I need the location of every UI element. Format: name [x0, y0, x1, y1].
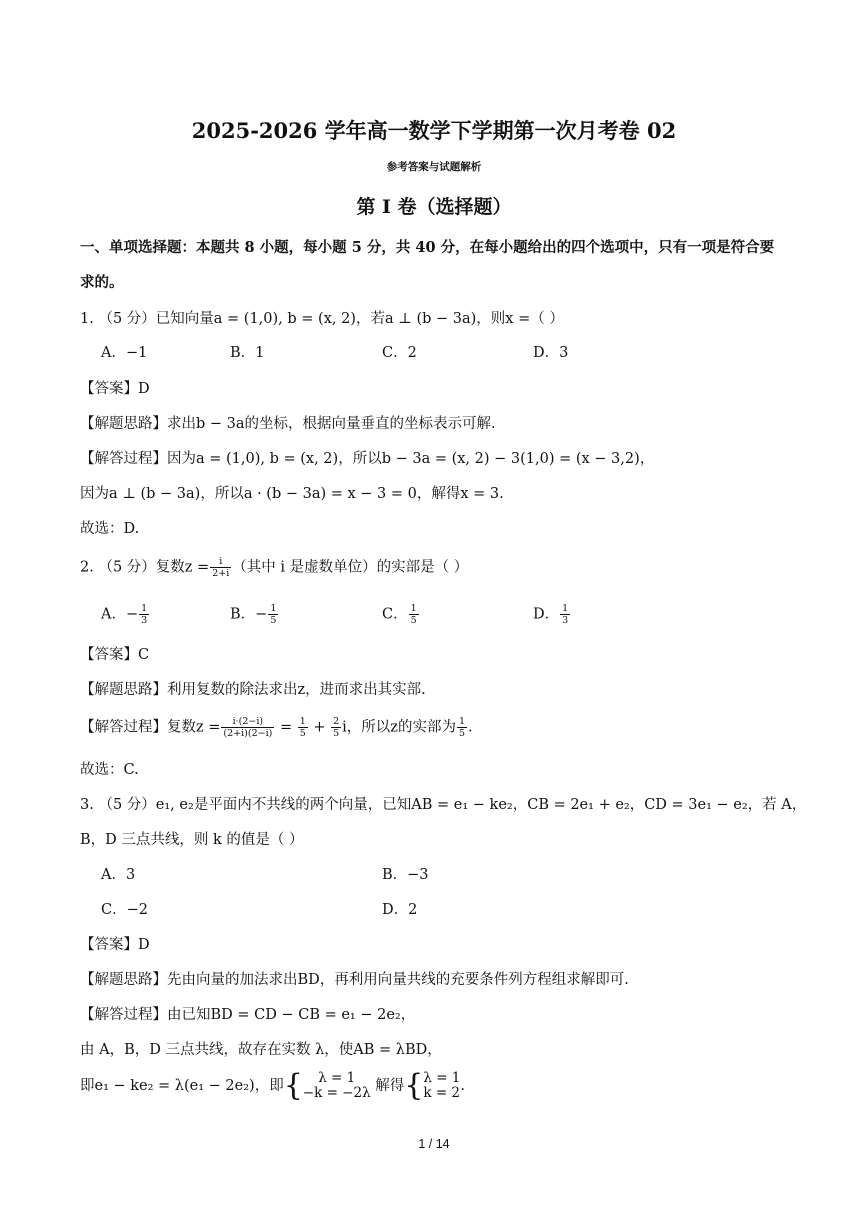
q2-stem-fraction [210, 556, 231, 579]
q2-option-a-den: 3 [141, 615, 148, 626]
q2-stem-prefix: 2. （5 分）复数z = [80, 559, 210, 576]
q2-choice: 故选：C. [80, 762, 139, 778]
q2-option-c-label: C． [382, 606, 408, 623]
q2-option-b-num: 1 [270, 603, 277, 614]
q2-process-frac3-den: 5 [333, 728, 340, 739]
part-heading-line2: 求的。 [80, 274, 124, 291]
q2-option-b [230, 603, 279, 626]
doc-title: 2025-2026 学年高一数学下学期第一次月考卷 02 [191, 118, 677, 143]
q2-option-b-fraction [268, 603, 278, 626]
q3-stem-line1: 3. （5 分）e₁, e₂是平面内不共线的两个向量，已知AB = e₁ − ke₂，CB = 2e₁ + e₂，CD = 3e₁ − e₂，若 A， [80, 797, 807, 813]
q1-option-a: A．−1 [101, 345, 148, 361]
q3-system-1-bottom: −k = −2λ [302, 1085, 371, 1101]
q1-process-2: 因为a ⊥ (b − 3a)，所以a · (b − 3a) = x − 3 = 0，解得x = 3. [80, 486, 504, 502]
q2-option-c-num: 1 [410, 603, 417, 614]
q2-process-frac1-num: i·(2−i) [221, 716, 274, 728]
page-number: 1 / 14 [418, 1137, 450, 1151]
q2-process-frac1 [221, 716, 274, 739]
q2-process-prefix: 【解答过程】复数z = [80, 719, 221, 736]
q2-option-b-label: B．− [230, 606, 268, 623]
q3-option-a: A．3 [101, 867, 136, 883]
q2-process-plus: + [313, 719, 326, 736]
q3-system-2-bottom: k = 2 [423, 1085, 461, 1101]
q2-option-a-label: A．− [101, 606, 139, 623]
q2-thinking: 【解题思路】利用复数的除法求出z，进而求出其实部. [80, 682, 426, 698]
q3-process-1: 【解答过程】由已知BD = CD − CB = e₁ − 2e₂， [80, 1007, 416, 1023]
q3-option-c: C．−2 [101, 902, 148, 918]
q2-option-c-den: 5 [410, 615, 417, 626]
q2-process-frac3-num: 2 [333, 716, 340, 727]
q3-option-b: B．−3 [382, 867, 429, 883]
q3-thinking: 【解题思路】先由向量的加法求出BD，再利用向量共线的充要条件列方程组求解即可. [80, 972, 629, 988]
q1-option-b: B．1 [230, 345, 265, 361]
q2-option-b-den: 5 [270, 615, 277, 626]
q3-process-3 [80, 1070, 465, 1102]
section-title: 第 I 卷（选择题） [356, 196, 512, 218]
q1-thinking: 【解题思路】求出b − 3a的坐标，根据向量垂直的坐标表示可解. [80, 416, 496, 432]
part-heading-line1: 一、单项选择题：本题共 8 小题，每小题 5 分，共 40 分，在每小题给出的四个选项中，只有一项是符合要 [80, 239, 775, 256]
q3-system-2 [423, 1071, 460, 1101]
q2-process-frac2 [298, 716, 308, 739]
q3-option-d: D．2 [382, 902, 418, 918]
q2-process-frac4 [457, 716, 467, 739]
q2-stem [80, 556, 468, 579]
q2-option-a [101, 603, 150, 626]
q2-option-a-fraction [139, 603, 149, 626]
q2-stem-frac-den: 2+i [212, 568, 230, 579]
q3-process-3-mid: 解得 [375, 1078, 405, 1094]
q2-process-eq: = [279, 719, 293, 736]
q1-option-d: D．3 [533, 345, 569, 361]
doc-subtitle: 参考答案与试题解析 [386, 161, 482, 173]
q2-option-c-fraction [409, 603, 419, 626]
q1-stem: 1. （5 分）已知向量a = (1,0), b = (x, 2)，若a ⊥ (b − 3a)，则x =（ ） [80, 311, 564, 327]
q1-process-1: 【解答过程】因为a = (1,0), b = (x, 2)，所以b − 3a = (x, 2) − 3(1,0) = (x − 3,2)， [80, 451, 655, 467]
q2-option-d-den: 3 [562, 615, 569, 626]
q2-process [80, 716, 473, 739]
q2-process-end: . [468, 719, 473, 736]
q3-process-2: 由 A，B，D 三点共线，故存在实数 λ，使AB = λBD， [80, 1042, 442, 1058]
q2-option-d-label: D． [533, 606, 560, 623]
q3-stem-line2: B，D 三点共线，则 k 的值是（ ） [80, 832, 304, 848]
q3-process-3-prefix: 即e₁ − ke₂ = λ(e₁ − 2e₂)，即 [80, 1078, 284, 1094]
q3-system-2-top: λ = 1 [423, 1070, 461, 1086]
q3-process-3-end: . [460, 1078, 465, 1094]
q2-stem-suffix: （其中 i 是虚数单位）的实部是（ ） [232, 559, 469, 576]
q2-process-frac4-num: 1 [458, 716, 465, 727]
q2-option-c [382, 603, 420, 626]
q3-system-1 [303, 1071, 371, 1101]
q2-process-frac1-den: (2+i)(2−i) [223, 728, 273, 739]
q2-option-d [533, 603, 571, 626]
q2-option-a-num: 1 [141, 603, 148, 614]
q2-process-mid: i，所以z的实部为 [342, 719, 456, 736]
q2-option-d-num: 1 [562, 603, 569, 614]
q3-system-1-top: λ = 1 [318, 1070, 356, 1086]
q1-answer: 【答案】D [80, 381, 150, 397]
q1-option-c: C．2 [382, 345, 417, 361]
q1-choice: 故选：D. [80, 521, 140, 537]
q3-system-2-brace: { [404, 1068, 424, 1103]
q2-option-d-fraction [560, 603, 570, 626]
q2-process-frac2-den: 5 [299, 728, 306, 739]
q3-answer: 【答案】D [80, 937, 150, 953]
q2-answer: 【答案】C [80, 647, 150, 663]
q2-process-frac2-num: 1 [299, 716, 306, 727]
q2-process-frac3 [331, 716, 341, 739]
q2-stem-frac-num: i [210, 556, 231, 568]
q2-process-frac4-den: 5 [458, 728, 465, 739]
q3-system-1-brace: { [283, 1068, 303, 1103]
